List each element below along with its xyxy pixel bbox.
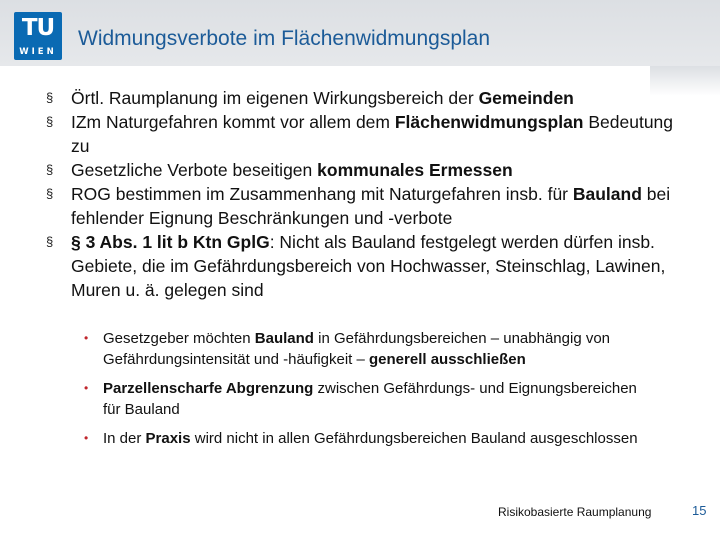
bold-text: Parzellenscharfe Abgrenzung: [103, 380, 314, 397]
sub-bullet-list: [84, 328, 644, 457]
sub-bullet-item: [84, 328, 644, 370]
bullet-marker: §: [46, 162, 54, 177]
bold-text: Praxis: [145, 430, 191, 447]
bold-text: Gemeinden: [478, 88, 574, 108]
text-segment: wird nicht in allen Gefährdungsbereichen Bauland ausgeschlossen: [190, 430, 638, 447]
bold-text: Bauland: [572, 184, 642, 204]
text-segment: ROG bestimmen im Zusammenhang mit Naturgefahren insb. für: [71, 184, 573, 204]
text-segment: : Nicht als Bauland festgelegt werden dürfen insb. Gebiete, die im Gefährdungsbereich von Hochwasser, Steinschlag, Lawinen, Muren u. ä. gelegen sind: [71, 232, 666, 300]
text-segment: Gesetzliche Verbote beseitigen: [71, 160, 318, 180]
bullet-marker: •: [84, 331, 89, 345]
bullet-marker: §: [46, 186, 54, 201]
text-segment: bei fehlender Eignung Beschränkungen und -verbote: [71, 184, 671, 228]
sub-bullet-item: [84, 378, 644, 420]
bullet-item: [46, 86, 676, 110]
bullet-marker: •: [84, 381, 89, 395]
bold-text: kommunales Ermessen: [317, 160, 513, 180]
bullet-marker: §: [46, 90, 54, 105]
logo-wien-text: WIEN: [19, 47, 57, 57]
bold-text: Bauland: [254, 330, 314, 347]
bullet-item: [46, 158, 676, 182]
text-segment: zwischen Gefährdungs- und Eignungsbereichen für Bauland: [103, 380, 637, 418]
sub-bullet-item: [84, 428, 644, 449]
text-segment: Bedeutung zu: [71, 112, 674, 156]
slide-title: Widmungsverbote im Flächenwidmungsplan: [78, 27, 491, 50]
text-segment: In der: [103, 430, 146, 447]
bullet-item: [46, 110, 676, 158]
text-segment: IZm Naturgefahren kommt vor allem dem: [71, 112, 395, 132]
bullet-item: [46, 230, 676, 302]
bold-text: § 3 Abs. 1 lit b Ktn GplG: [71, 232, 270, 252]
text-segment: Örtl. Raumplanung im eigenen Wirkungsbereich der: [71, 88, 479, 108]
bold-text: generell ausschließen: [369, 351, 526, 368]
bullet-marker: §: [46, 114, 54, 129]
bullet-marker: §: [46, 234, 54, 249]
bold-text: Flächenwidmungsplan: [394, 112, 584, 132]
main-bullet-list: [46, 86, 676, 302]
bullet-item: [46, 182, 676, 230]
text-segment: in Gefährdungsbereichen – unabhängig von Gefährdungsintensität und -häufigkeit –: [103, 330, 611, 368]
page-number: 15: [692, 503, 707, 518]
bullet-marker: •: [84, 431, 89, 445]
footer-caption: Risikobasierte Raumplanung: [498, 505, 652, 519]
logo-tu-text: TU: [21, 15, 55, 41]
tu-wien-logo: [14, 12, 62, 60]
text-segment: Gesetzgeber möchten: [103, 330, 255, 347]
